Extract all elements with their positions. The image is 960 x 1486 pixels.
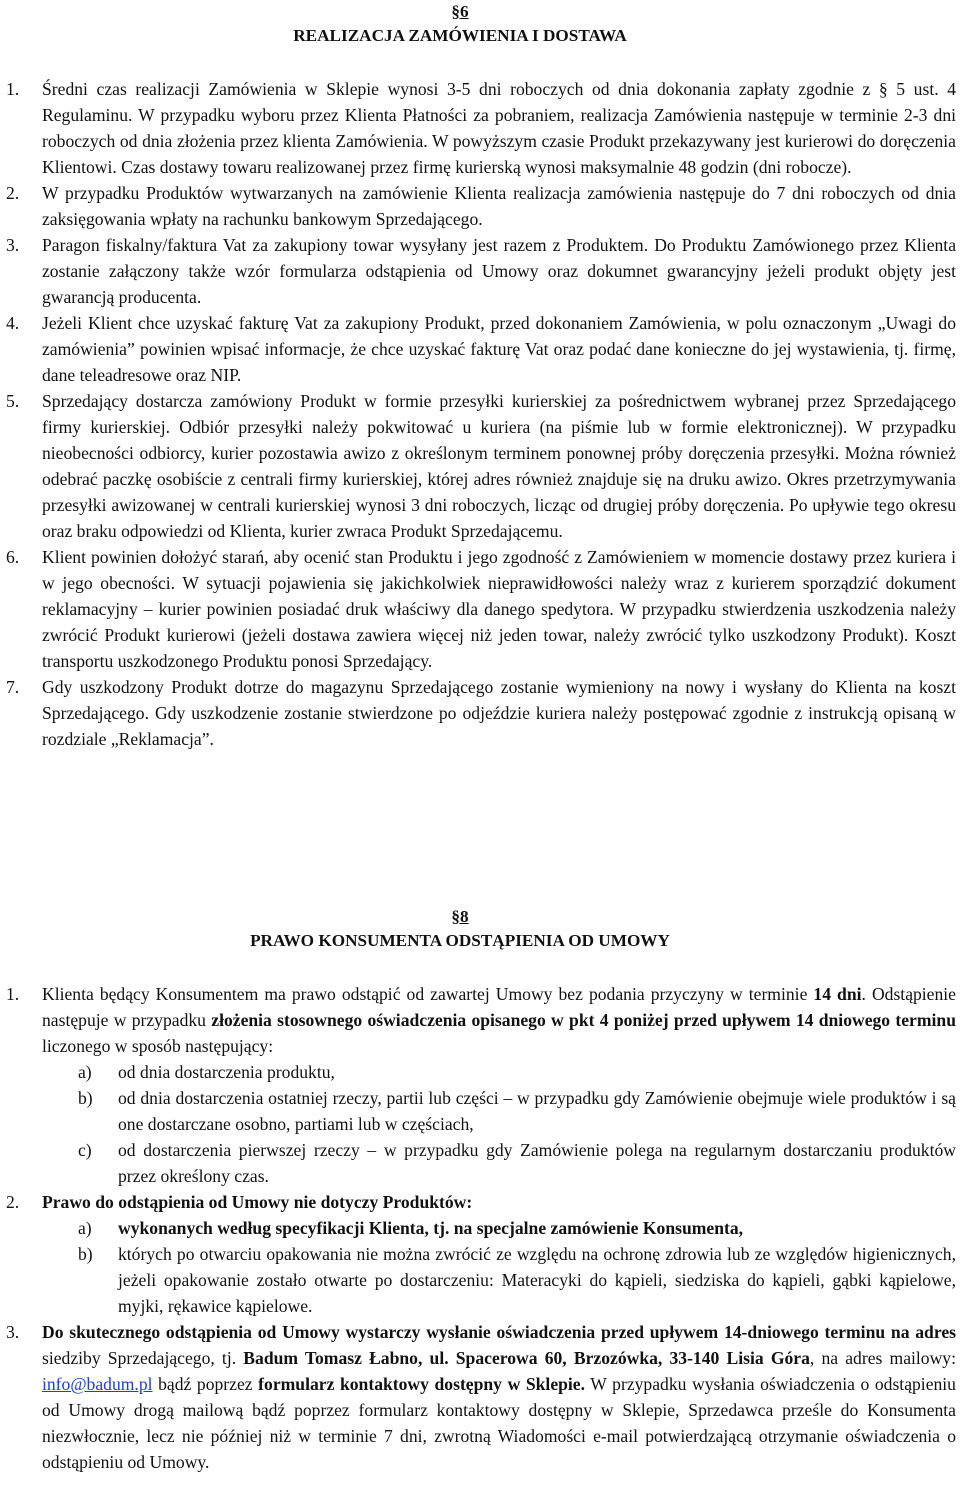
- sub-item: [42, 1215, 956, 1241]
- item-text: Gdy uszkodzony Produkt dotrze do magazynu Sprzedającego zostanie wymieniony na nowy i wysłany do Klienta na koszt Sprzedającego. Gdy uszkodzenie zostanie stwierdzone po odjeździe kuriera należy postępować zgodnie z instrukcją opisaną w rozdziale „Reklamacja”.: [42, 677, 956, 749]
- item-text: Sprzedający dostarcza zamówiony Produkt w formie przesyłki kurierskiej za pośrednictwem wybranej przez Sprzedającego firmy kurierskiej. Odbiór przesyłki należy pokwitować u kuriera (na piśmie lub w formie elektronicznej). W przypadku nieobecności odbiorcy, kurier pozostawia awizo z określonym terminem ponownej próby doręczenia przesyłki. Można również odebrać paczkę osobiście z centrali firmy kurierskiej, której adres również znajduje się na druku awizo. Okres przetrzymywania przesyłki awizowanej w centrali kurierskiej wynosi 3 dni roboczych, licząc od drugiej próby doręczenia. Po upływie tego okresu oraz braku odpowiedzi od Klienta, kurier zwraca Produkt Sprzedającemu.: [42, 391, 956, 541]
- bold-run: 14 dni: [813, 984, 862, 1004]
- item-text: Prawo do odstąpienia od Umowy nie dotyczy Produktów:: [42, 1192, 473, 1212]
- item-number: 5.: [6, 391, 20, 411]
- item-text: [42, 1319, 956, 1475]
- item-text: [42, 981, 956, 1059]
- list-item: [0, 544, 960, 674]
- text-run: Klienta będący Konsumentem ma prawo odstąpić od zawartej Umowy bez podania przyczyny w terminie: [42, 984, 814, 1004]
- sub-item: [42, 1137, 956, 1189]
- text-run: siedziby Sprzedającego, tj.: [42, 1348, 244, 1368]
- sub-item-letter: a): [78, 1062, 92, 1082]
- list-item: [0, 1189, 960, 1319]
- sub-item-letter: b): [78, 1088, 93, 1108]
- list-item: [0, 310, 960, 388]
- sub-item-text: wykonanych według specyfikacji Klienta, tj. na specjalne zamówienie Konsumenta,: [118, 1218, 744, 1238]
- sub-item-text: od dnia dostarczenia produktu,: [118, 1062, 335, 1082]
- section-6-number: §6: [451, 2, 469, 21]
- text-run: liczonego w sposób następujący:: [42, 1036, 274, 1056]
- item-text: Jeżeli Klient chce uzyskać fakturę Vat za zakupiony Produkt, przed dokonaniem Zamówienia, w polu oznaczonym „Uwagi do zamówienia” powinien wpisać informacje, że chce uzyskać fakturę Vat oraz podać dane konieczne do jej wystawienia, tj. firmę, dane teleadresowe oraz NIP.: [42, 313, 956, 385]
- section-8-heading: [0, 905, 920, 953]
- sub-item-text: których po otwarciu opakowania nie można zwrócić ze względu na ochronę zdrowia lub ze względów higienicznych, jeżeli opakowanie zostało otwarte po dostarczeniu: Materacyki do kąpieli, siedziska do kąpieli, gąbki kąpielowe, myjki, rękawice kąpielowe.: [118, 1244, 956, 1316]
- item-number: 3.: [6, 235, 20, 255]
- list-item: [0, 674, 960, 752]
- item-number: 4.: [6, 313, 20, 333]
- sub-item-text: od dnia dostarczenia ostatniej rzeczy, partii lub części – w przypadku gdy Zamówienie obejmuje wiele produktów i są one dostarczane osobno, partiami lub w częściach,: [118, 1088, 956, 1134]
- sub-item-letter: a): [78, 1218, 92, 1238]
- email-link[interactable]: info@badum.pl: [42, 1374, 153, 1394]
- item-text: Klient powinien dołożyć starań, aby ocenić stan Produktu i jego zgodność z Zamówieniem w momencie dostawy przez kuriera i w jego obecności. W sytuacji pojawienia się jakichkolwiek nieprawidłowości należy wraz z kurierem sporządzić dokument reklamacyjny – kurier powinien posiadać druk właściwy dla danego spedytora. W przypadku stwierdzenia uszkodzenia należy zwrócić Produkt kurierowi (jeżeli dostawa zawiera więcej niż jeden towar, należy zwrócić tylko uszkodzony Produkt). Koszt transportu uszkodzonego Produktu ponosi Sprzedający.: [42, 547, 956, 671]
- bold-run: formularz kontaktowy dostępny w Sklepie.: [258, 1374, 586, 1394]
- list-item: [0, 981, 960, 1189]
- list-item: [0, 76, 960, 180]
- sub-item: [42, 1059, 956, 1085]
- section-6-list: [0, 76, 960, 752]
- sub-item-text: od dostarczenia pierwszej rzeczy – w przypadku gdy Zamówienie polega na regularnym dostarczaniu produktów przez określony czas.: [118, 1140, 956, 1186]
- text-run: bądź poprzez: [152, 1374, 259, 1394]
- sub-item: [42, 1241, 956, 1319]
- bold-run: Do skutecznego odstąpienia od Umowy wystarczy wysłanie oświadczenia przed upływem 14-dniowego terminu na adres: [42, 1322, 956, 1342]
- list-item: [0, 180, 960, 232]
- list-item: [0, 232, 960, 310]
- item-number: 2.: [6, 183, 20, 203]
- item-number: 7.: [6, 677, 20, 697]
- list-item: [0, 1319, 960, 1475]
- text-run: , na adres mailowy:: [809, 1348, 956, 1368]
- bold-run: Badum Tomasz Łabno, ul. Spacerowa 60, Brzozówka, 33-140 Lisia Góra: [243, 1348, 810, 1368]
- item-number: 3.: [6, 1322, 20, 1342]
- list-item: [0, 388, 960, 544]
- item-number: 6.: [6, 547, 20, 567]
- section-8-number: §8: [451, 907, 469, 926]
- text-run: W przypadku wysłania oświadczenia o odstąpieniu od Umowy drogą mailową bądź poprzez formularz kontaktowy dostępny w Sklepie, Sprzedawca prześle do Konsumenta niezwłocznie, lecz nie później niż w terminie 7 dni, zwrotną Wiadomości e-mail potwierdzającą otrzymanie oświadczenia o odstąpieniu od Umowy.: [42, 1374, 956, 1472]
- text-run: . Odstąpienie następuje w przypadku: [42, 984, 956, 1030]
- section-8-list: [0, 981, 960, 1475]
- section-6-heading: [0, 0, 920, 48]
- item-text: Średni czas realizacji Zamówienia w Sklepie wynosi 3-5 dni roboczych od dnia dokonania zapłaty zgodnie z § 5 ust. 4 Regulaminu. W przypadku wyboru przez Klienta Płatności za pobraniem, realizacja Zamówienia następuje w terminie 2-3 dni roboczych od dnia złożenia przez klienta Zamówienia. W powyższym czasie Produkt przekazywany jest kurierowi do doręczenia Klientowi. Czas dostawy towaru realizowanej przez firmę kurierską wynosi maksymalnie 48 godzin (dni robocze).: [42, 79, 956, 177]
- sub-item: [42, 1085, 956, 1137]
- section-8-title: PRAWO KONSUMENTA ODSTĄPIENIA OD UMOWY: [250, 931, 670, 950]
- item-number: 1.: [6, 79, 20, 99]
- section-6-title: REALIZACJA ZAMÓWIENIA I DOSTAWA: [293, 26, 627, 45]
- item-number: 2.: [6, 1192, 20, 1212]
- item-number: 1.: [6, 984, 20, 1004]
- item-text: Paragon fiskalny/faktura Vat za zakupiony towar wysyłany jest razem z Produktem. Do Produktu Zamówionego przez Klienta zostanie załączony także wzór formularza odstąpienia od Umowy oraz dokumnet gwarancyjny jeżeli produkt objęty jest gwarancją producenta.: [42, 235, 956, 307]
- bold-run: złożenia stosownego oświadczenia opisanego w pkt 4 poniżej przed upływem 14 dniowego terminu: [211, 1010, 956, 1030]
- item-text: W przypadku Produktów wytwarzanych na zamówienie Klienta realizacja zamówienia następuje do 7 dni roboczych od dnia zaksięgowania wpłaty na rachunku bankowym Sprzedającego.: [42, 183, 956, 229]
- sub-item-letter: c): [78, 1140, 92, 1160]
- sub-item-letter: b): [78, 1244, 93, 1264]
